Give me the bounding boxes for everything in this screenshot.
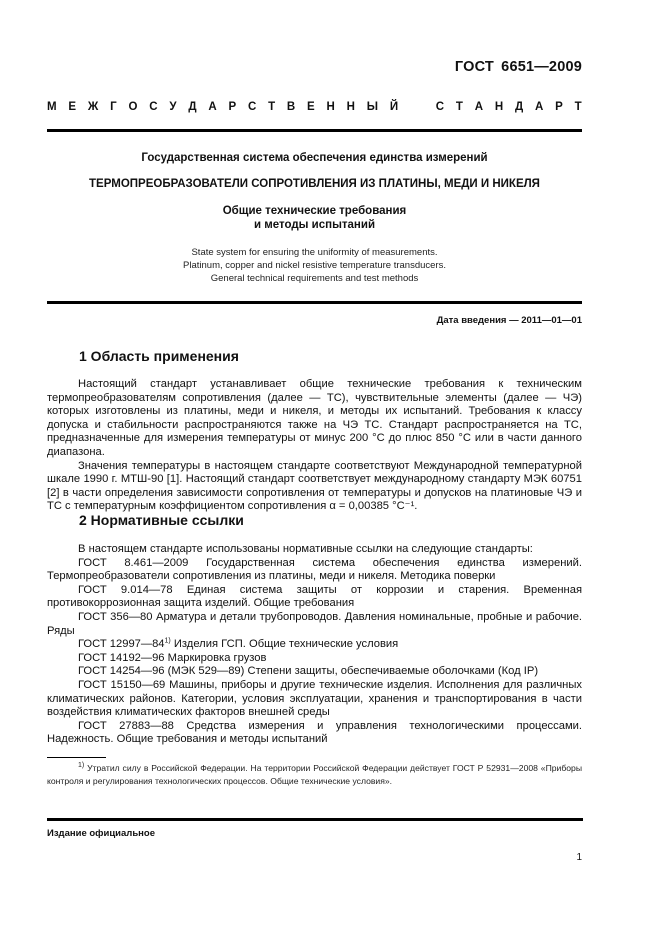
reference-code: ГОСТ 356—80 <box>78 610 153 623</box>
banner-letter: Н <box>494 101 504 113</box>
sub-title <box>47 204 582 232</box>
section-2-body <box>47 543 582 747</box>
banner-letter: Р <box>228 101 237 113</box>
middle-divider <box>47 301 582 304</box>
reference-title: Арматура и детали трубопроводов. Давления номинальные, пробные и рабочие. Ряды <box>47 610 583 637</box>
section-1-paragraph-1: Настоящий стандарт устанавливает общие технические требования к техническим термопреобразователям сопротивления (далее — ТС), чувствительные элементы (далее — ЧЭ) которых изготовлены из платины, меди и никеля, и методы их испытаний. Требования к классу допуска и стабильности распространяются также на ЧЭ ТС. Стандарт распространяется на ТС, предназначенные для измерения температуры от минус 200 °С до плюс 850 °С или в части данного диапазона. <box>47 378 582 458</box>
reference-code: ГОСТ 27883—88 <box>78 719 174 732</box>
banner-letter: Й <box>389 101 399 113</box>
introduction-date: Дата введения — 2011—01—01 <box>436 315 582 326</box>
banner-letter: А <box>208 101 217 113</box>
reference-title: Средства измерения и управления технологическими процессами. Надежность. Общие требования и методы испытаний <box>47 719 583 746</box>
banner-letter: У <box>169 101 177 113</box>
reference-item <box>47 557 582 584</box>
banner-letter <box>410 101 424 113</box>
reference-code: ГОСТ 12997—84 <box>78 638 165 651</box>
banner-letter: Н <box>346 101 355 113</box>
banner-letter: Ы <box>366 101 379 113</box>
interstate-standard-banner <box>47 101 582 113</box>
banner-letter: С <box>149 101 158 113</box>
banner-letter: А <box>474 101 484 113</box>
section-1-body <box>47 378 582 514</box>
footnote-marker: 1) <box>78 762 85 770</box>
reference-title: Единая система защиты от коррозии и старения. Временная противокоррозионная защита изделий. Общие требования <box>47 583 582 610</box>
bottom-divider <box>47 818 583 821</box>
banner-letter: М <box>47 101 57 113</box>
sub-title-line-1: Общие технические требования <box>222 205 407 217</box>
standard-id: ГОСТ 6651—2009 <box>454 59 582 75</box>
reference-item <box>47 652 582 666</box>
reference-title: Маркировка грузов <box>167 651 267 664</box>
banner-letter: С <box>435 101 445 113</box>
reference-title: Машины, приборы и другие технические изделия. Исполнения для различных климатических районов. Категории, условия эксплуатации, хранения и транспортирования в части воздействия климатических факторов внешней среды <box>47 678 582 719</box>
official-edition-label: Издание официальное <box>47 828 155 839</box>
reference-code: ГОСТ 9.014—78 <box>78 583 173 596</box>
reference-title: Изделия ГСП. Общие технические условия <box>173 638 399 651</box>
reference-item <box>47 665 582 679</box>
main-title: ТЕРМОПРЕОБРАЗОВАТЕЛИ СОПРОТИВЛЕНИЯ ИЗ ПЛАТИНЫ, МЕДИ И НИКЕЛЯ <box>89 178 540 190</box>
footnote <box>47 762 582 788</box>
footnote-reference-marker[interactable]: 1) <box>164 637 171 645</box>
section-1-heading: 1 Область применения <box>79 348 239 364</box>
banner-letter: Е <box>68 101 77 113</box>
banner-letter: Т <box>574 101 582 113</box>
reference-title: Государственная система обеспечения единства измерений. Термопреобразователи сопротивления из платины, меди и никеля. Методика поверки <box>47 556 583 583</box>
reference-item <box>47 679 582 720</box>
banner-letter: Р <box>555 101 563 113</box>
top-divider <box>47 129 582 132</box>
reference-code: ГОСТ 14254—96 (МЭК 529—89) <box>78 665 245 678</box>
reference-title: Степени защиты, обеспечиваемые оболочками (Код IP) <box>247 665 539 678</box>
banner-letter: Ж <box>87 101 99 113</box>
reference-code: ГОСТ 14192—96 <box>78 651 165 664</box>
reference-item <box>47 584 582 611</box>
banner-letter: Т <box>455 101 463 113</box>
reference-code: ГОСТ 8.461—2009 <box>78 556 189 569</box>
banner-letter: Г <box>110 101 117 113</box>
reference-list <box>47 557 582 747</box>
banner-letter: Т <box>268 101 276 113</box>
section-1-paragraph-2: Значения температуры в настоящем стандарте соответствуют Международной температурной шкале 1990 г. МТШ-90 [1]. Настоящий стандарт соответствует международному стандарту МЭК 60751 [2] в части определения зависимости сопротивления от температуры и допусков на платиновые ЧЭ и ТС с температурным коэффициентом сопротивления α = 0,00385 °С⁻¹. <box>47 459 582 513</box>
english-title <box>47 246 582 285</box>
section-2-heading: 2 Нормативные ссылки <box>79 512 244 528</box>
english-title-line-1: State system for ensuring the uniformity of measurements. <box>191 247 438 258</box>
banner-letter: Н <box>326 101 335 113</box>
reference-item <box>47 720 582 747</box>
reference-code: ГОСТ 15150—69 <box>78 678 166 691</box>
banner-letter: А <box>534 101 544 113</box>
banner-letter: О <box>128 101 138 113</box>
page-number: 1 <box>576 852 582 863</box>
footnote-text: Утратил силу в Российской Федерации. На территории Российской Федерации действует ГОСТ Р 52931—2008 «Приборы контроля и регулирования технологических процессов. Общие технические условия». <box>47 763 582 786</box>
system-title: Государственная система обеспечения единства измерений <box>141 152 488 164</box>
banner-letter: В <box>286 101 296 113</box>
english-title-line-3: General technical requirements and test methods <box>210 273 419 284</box>
banner-letter: Д <box>514 101 524 113</box>
section-2-intro: В настоящем стандарте использованы нормативные ссылки на следующие стандарты: <box>78 543 533 555</box>
banner-letter: Е <box>307 101 315 113</box>
reference-item <box>47 611 582 638</box>
english-title-line-2: Platinum, copper and nickel resistive temperature transducers. <box>183 260 446 271</box>
banner-letter: Д <box>188 101 197 113</box>
footnote-divider <box>47 757 106 758</box>
sub-title-line-2: и методы испытаний <box>253 219 376 231</box>
banner-letter: С <box>247 101 257 113</box>
reference-item <box>47 638 582 652</box>
